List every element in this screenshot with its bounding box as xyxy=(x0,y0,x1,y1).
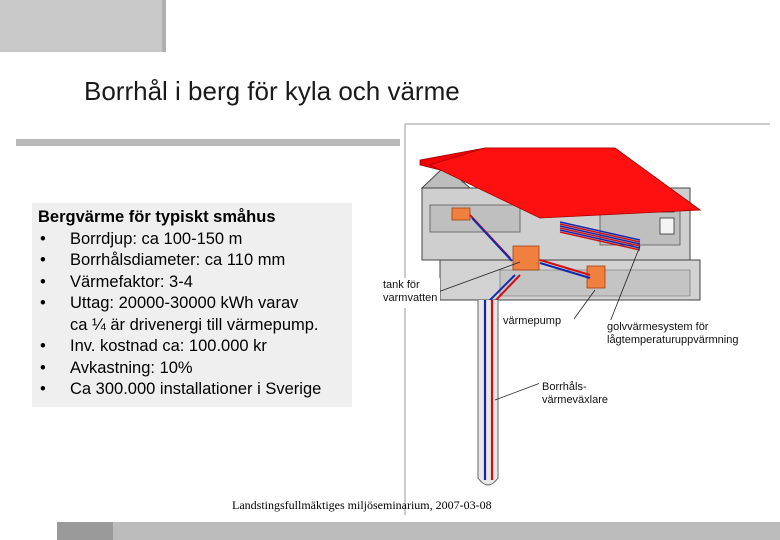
decor-bar-bottom-dark xyxy=(57,522,113,540)
bullet-item xyxy=(38,293,321,315)
bullet-text: Värmefaktor: 3-4 xyxy=(70,272,193,291)
body-heading: Bergvärme för typiskt småhus xyxy=(38,208,276,226)
label-borehole: Borrhåls- värmeväxlare xyxy=(539,380,627,413)
bullet-text: Uttag: 20000-30000 kWh varav xyxy=(70,294,299,312)
bullet-item xyxy=(38,272,321,294)
decor-bar-top-thin xyxy=(162,0,166,52)
footer-text: Landstingsfullmäktiges miljöseminarium, 2007-03-08 xyxy=(232,498,492,512)
bullet-text: Borrhålsdiameter: ca 110 mm xyxy=(70,251,286,269)
bullet-symbol: • xyxy=(40,251,46,269)
slide-title: Borrhål i berg för kyla och värme xyxy=(84,76,460,106)
bullet-symbol: • xyxy=(40,337,46,355)
bullet-item xyxy=(38,229,321,251)
body-text xyxy=(38,207,321,401)
bullet-text: Inv. kostnad ca: 100.000 kr xyxy=(70,337,267,355)
bullet-symbol: • xyxy=(40,358,46,377)
label-floor-heating: golvvärmesystem för lågtemperaturuppvärmning xyxy=(604,320,764,352)
bullet-text: ca ¼ är drivenergi till värmepump. xyxy=(70,315,319,334)
bullet-text: Avkastning: 10% xyxy=(70,358,193,377)
label-tank: tank för varmvatten xyxy=(380,278,440,308)
label-heatpump: värmepump xyxy=(500,314,574,332)
bullet-item xyxy=(38,358,321,380)
bullet-item xyxy=(38,250,321,272)
decor-bar-top xyxy=(0,0,162,52)
bullet-symbol: • xyxy=(40,294,46,312)
bullet-symbol: • xyxy=(40,272,46,291)
bullet-symbol: • xyxy=(40,229,46,248)
bullet-symbol: • xyxy=(40,380,46,398)
bullet-text: Ca 300.000 installationer i Sverige xyxy=(70,380,322,398)
bullet-text: Borrdjup: ca 100-150 m xyxy=(70,229,243,248)
bullet-item xyxy=(38,379,321,401)
bullet-item-continuation xyxy=(38,315,321,337)
decor-bar-bottom xyxy=(57,522,780,540)
bullet-item xyxy=(38,336,321,358)
decor-bar-mid xyxy=(16,139,400,146)
